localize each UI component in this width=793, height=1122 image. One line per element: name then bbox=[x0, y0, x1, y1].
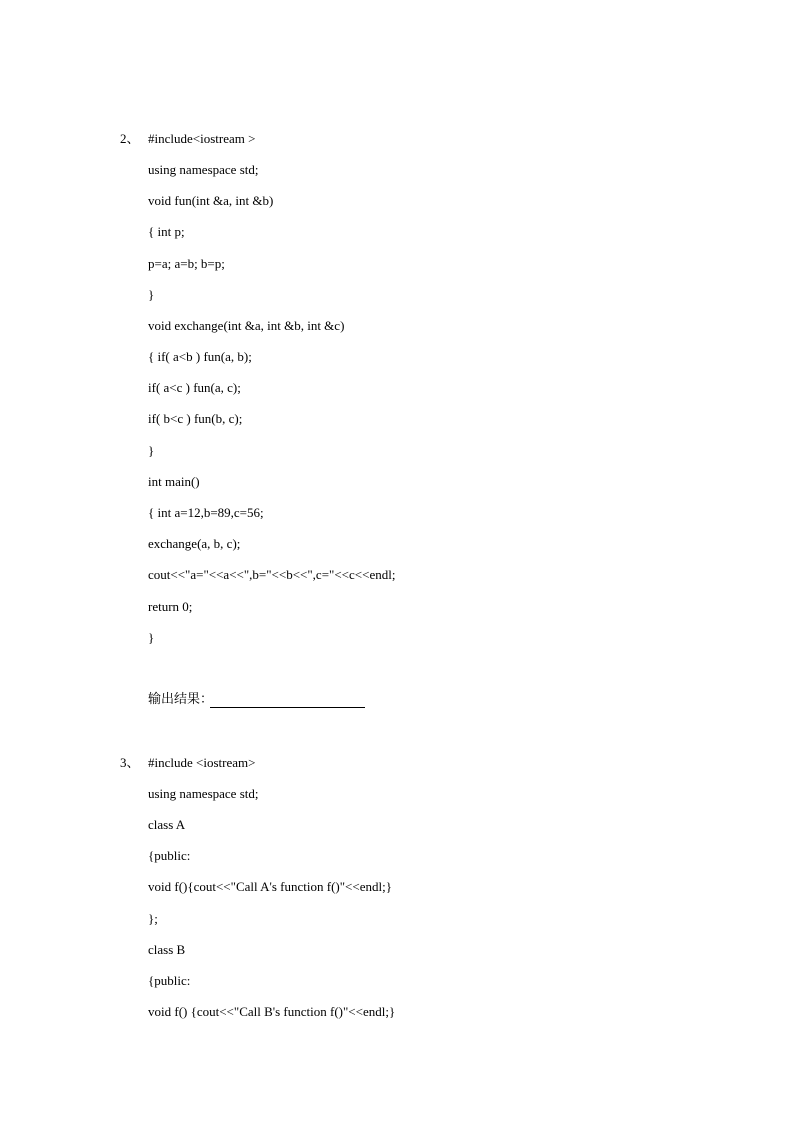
code-line: class B bbox=[148, 942, 186, 957]
code-line: #include <iostream> bbox=[148, 755, 256, 770]
code-line: if( b<c ) fun(b, c); bbox=[148, 411, 243, 426]
code-line: void fun(int &a, int &b) bbox=[148, 193, 274, 208]
code-line: p=a; a=b; b=p; bbox=[148, 256, 225, 271]
code-line: { if( a<b ) fun(a, b); bbox=[148, 349, 252, 364]
code-line: } bbox=[148, 287, 155, 302]
code-line: if( a<c ) fun(a, c); bbox=[148, 380, 241, 395]
question-3-number: 3、 bbox=[120, 755, 140, 770]
code-line: cout<<"a="<<a<<",b="<<b<<",c="<<c<<endl; bbox=[148, 567, 396, 582]
code-line: void f(){cout<<"Call A's function f()"<<endl;} bbox=[148, 879, 392, 894]
code-line: int main() bbox=[148, 474, 200, 489]
code-line: }; bbox=[148, 911, 158, 926]
code-line: #include<iostream > bbox=[148, 131, 256, 146]
code-line: return 0; bbox=[148, 599, 193, 614]
code-line: } bbox=[148, 443, 155, 458]
code-line: { int a=12,b=89,c=56; bbox=[148, 505, 264, 520]
code-line: } bbox=[148, 630, 155, 645]
code-line: class A bbox=[148, 817, 186, 832]
code-line: void f() {cout<<"Call B's function f()"<<endl;} bbox=[148, 1004, 396, 1019]
code-line: {public: bbox=[148, 848, 191, 863]
answer-label: 输出结果： bbox=[148, 692, 214, 707]
question-2-number: 2、 bbox=[120, 131, 140, 146]
code-line: exchange(a, b, c); bbox=[148, 536, 241, 551]
code-line: { int p; bbox=[148, 224, 185, 239]
code-line: void exchange(int &a, int &b, int &c) bbox=[148, 318, 345, 333]
code-line: {public: bbox=[148, 973, 191, 988]
answer-blank-line bbox=[210, 707, 365, 708]
code-line: using namespace std; bbox=[148, 162, 259, 177]
code-line: using namespace std; bbox=[148, 786, 259, 801]
